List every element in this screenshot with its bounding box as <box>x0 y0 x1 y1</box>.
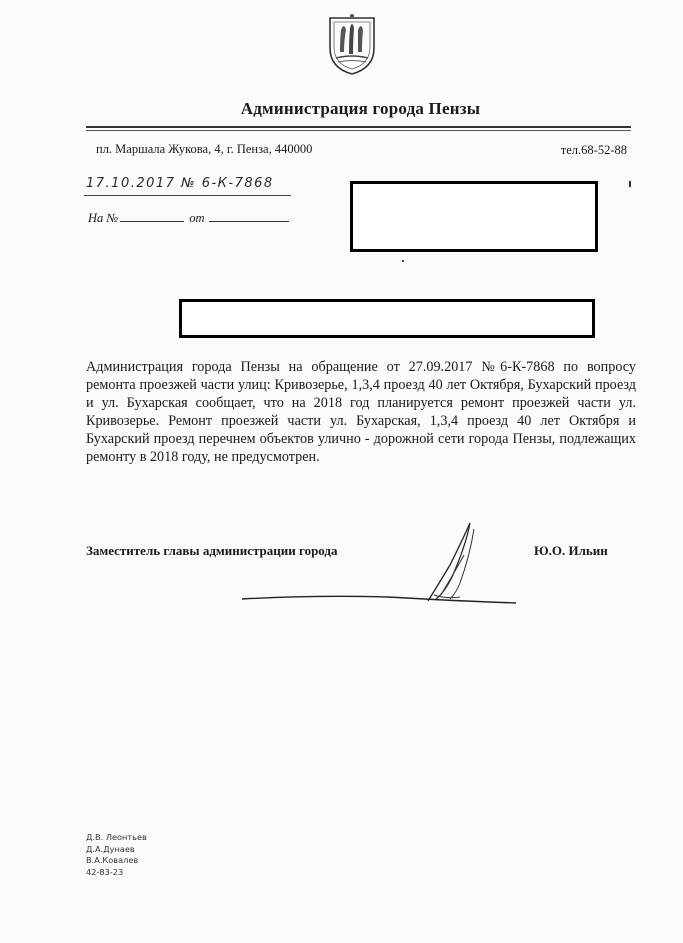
executor-2: Д.А.Дунаев <box>86 843 135 854</box>
redacted-greeting-block <box>179 299 595 338</box>
letter-body-text: Администрация города Пензы на обращение от 27.09.2017 №6-К-7868 по вопросу ремонта проезжей части улиц: Кривозерье, 1,3,4 проезд 40 лет Октября, Бухарский проезд и ул. Бухарская сообщает, что на 2018 год планируется ремонт проезжей части ул. Кривозерье. Ремонт проезжей части ул. Бухарская, 1,3,4 проезд 40 лет Октября и Бухарский проезд перечнем объектов улично - дорожной сети города Пензы, подлежащих ремонту в 2018 году, не предусмотрен. <box>86 359 636 465</box>
reference-number-blank <box>120 211 184 222</box>
handwritten-signature <box>238 515 522 610</box>
organization-title: Администрация города Пензы <box>240 99 481 118</box>
reference-from-label: от <box>189 211 205 225</box>
outgoing-number-underline <box>84 195 291 196</box>
reference-date-blank <box>209 211 289 222</box>
organization-address: пл. Маршала Жукова, 4, г. Пенза, 440000 <box>96 142 313 156</box>
reference-prefix: На № <box>88 211 119 225</box>
executor-1: Д.В. Леонтьев <box>86 832 147 842</box>
header-divider-thick <box>86 126 631 128</box>
redacted-recipient-block <box>350 181 598 252</box>
signer-name: Ю.О. Ильин <box>534 543 608 558</box>
corner-mark <box>629 181 631 187</box>
organization-phone: тел.68-52-88 <box>560 143 627 157</box>
outgoing-number: 17.10.2017 № 6-К-7868 <box>86 176 274 191</box>
scan-speck <box>402 260 404 262</box>
executor-phone: 42-83-23 <box>86 866 124 877</box>
coat-of-arms-icon <box>324 12 380 76</box>
executors-block <box>86 832 147 878</box>
executor-3: В.А.Ковалев <box>86 855 139 865</box>
reference-line <box>88 211 289 226</box>
signer-position: Заместитель главы администрации города <box>86 543 338 558</box>
letter-body <box>86 358 636 466</box>
header-divider-thin <box>86 130 631 131</box>
